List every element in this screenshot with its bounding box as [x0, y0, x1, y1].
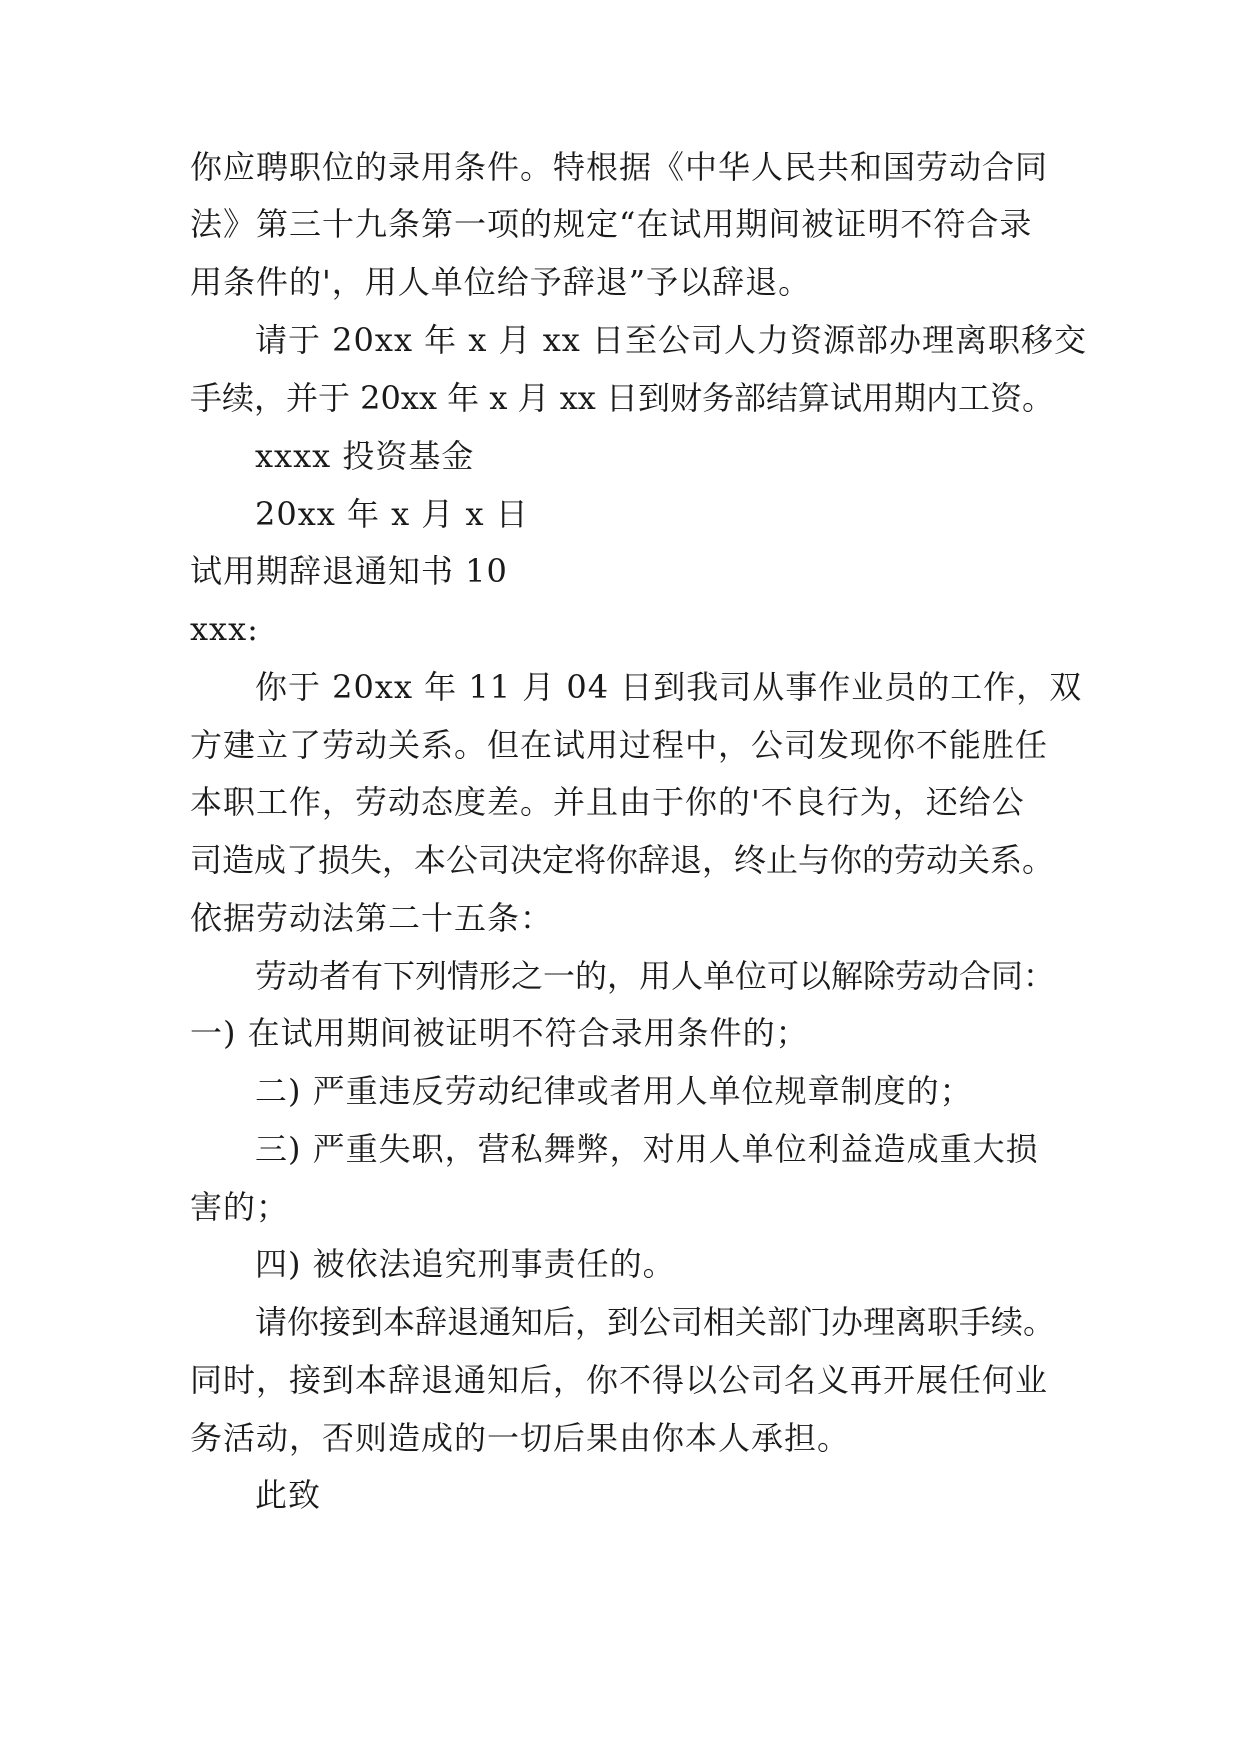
- paragraph-line: 手续，并于 20xx 年 x 月 xx 日到财务部结算试用期内工资。: [190, 379, 1054, 417]
- paragraph-line: 劳动者有下列情形之一的，用人单位可以解除劳动合同：: [255, 957, 1056, 995]
- paragraph-line: 本职工作，劳动态度差。并且由于你的'不良行为，还给公: [190, 783, 1025, 821]
- paragraph-line: 务活动，否则造成的一切后果由你本人承担。: [190, 1419, 851, 1457]
- list-item: 四) 被依法追究刑事责任的。: [255, 1245, 676, 1283]
- list-item-continuation: 害的；: [190, 1188, 290, 1226]
- paragraph-line: 方建立了劳动关系。但在试用过程中，公司发现你不能胜任: [190, 726, 1049, 764]
- list-item: 一) 在试用期间被证明不符合录用条件的；: [190, 1014, 809, 1052]
- paragraph-line: 请你接到本辞退通知后，到公司相关部门办理离职手续。: [255, 1303, 1056, 1341]
- signature-date: 20xx 年 x 月 x 日: [255, 495, 529, 533]
- closing: 此致: [255, 1476, 322, 1514]
- paragraph-line: 法》第三十九条第一项的规定“在试用期间被证明不符合录: [190, 205, 1033, 243]
- paragraph-line: 用条件的'，用人单位给予辞退”予以辞退。: [190, 263, 812, 301]
- signature-company: xxxx 投资基金: [255, 437, 475, 475]
- section-title: 试用期辞退通知书 10: [190, 552, 508, 590]
- paragraph-line: 同时，接到本辞退通知后，你不得以公司名义再开展任何业: [190, 1361, 1049, 1399]
- paragraph-line: 司造成了损失，本公司决定将你辞退，终止与你的劳动关系。: [190, 841, 1055, 879]
- paragraph-line: 你应聘职位的录用条件。特根据《中华人民共和国劳动合同: [190, 148, 1049, 186]
- paragraph-line: 依据劳动法第二十五条：: [190, 899, 554, 937]
- list-item: 三) 严重失职，营私舞弊，对用人单位利益造成重大损: [255, 1130, 1039, 1168]
- salutation: xxx:: [190, 610, 259, 648]
- paragraph-line: 你于 20xx 年 11 月 04 日到我司从事作业员的工作，双: [255, 668, 1083, 706]
- paragraph-line: 请于 20xx 年 x 月 xx 日至公司人力资源部办理离职移交: [255, 321, 1087, 359]
- list-item: 二) 严重违反劳动纪律或者用人单位规章制度的；: [255, 1072, 973, 1110]
